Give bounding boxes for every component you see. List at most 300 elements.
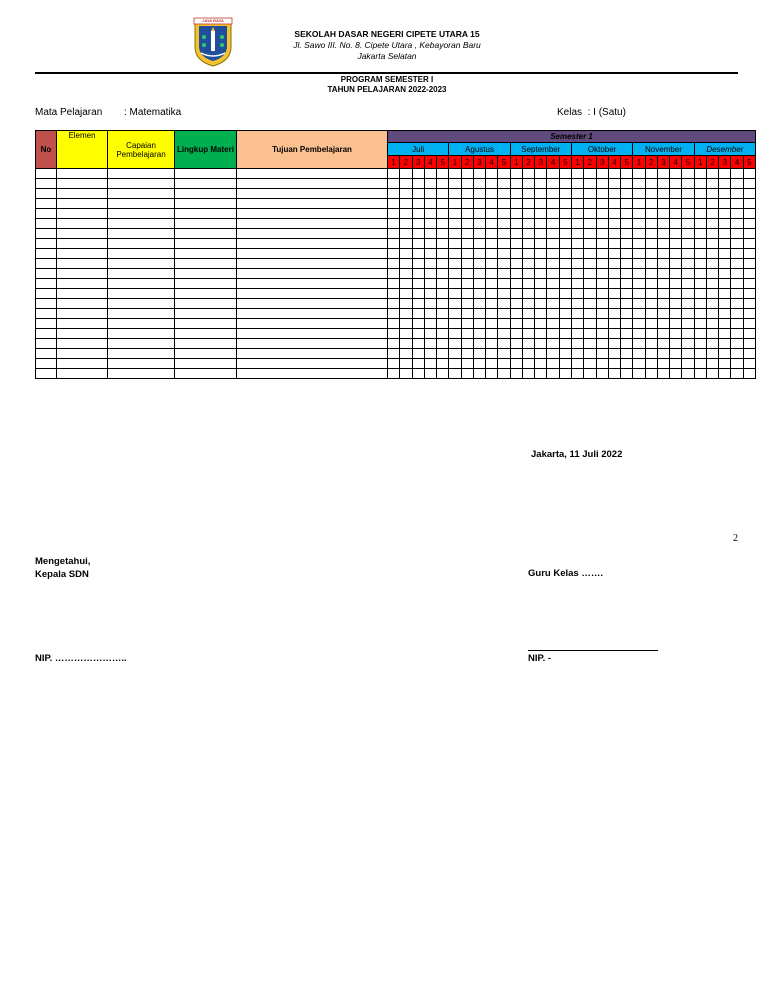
table-cell[interactable] [424, 329, 436, 339]
table-cell[interactable] [486, 209, 498, 219]
table-cell[interactable] [522, 309, 534, 319]
table-cell[interactable] [400, 189, 412, 199]
table-cell[interactable] [510, 269, 522, 279]
table-cell[interactable] [694, 259, 706, 269]
table-cell[interactable] [498, 209, 510, 219]
table-cell[interactable] [743, 239, 755, 249]
table-cell[interactable] [731, 279, 743, 289]
table-cell[interactable] [596, 359, 608, 369]
table-cell[interactable] [400, 259, 412, 269]
table-cell[interactable] [633, 359, 645, 369]
table-cell[interactable] [57, 349, 108, 359]
table-cell[interactable] [36, 359, 57, 369]
table-cell[interactable] [719, 219, 731, 229]
table-cell[interactable] [57, 199, 108, 209]
table-cell[interactable] [596, 289, 608, 299]
table-cell[interactable] [486, 229, 498, 239]
table-cell[interactable] [694, 279, 706, 289]
table-cell[interactable] [108, 249, 175, 259]
table-cell[interactable] [36, 269, 57, 279]
table-cell[interactable] [633, 189, 645, 199]
table-cell[interactable] [584, 279, 596, 289]
table-cell[interactable] [108, 209, 175, 219]
table-cell[interactable] [657, 339, 669, 349]
table-cell[interactable] [498, 219, 510, 229]
table-cell[interactable] [694, 299, 706, 309]
table-cell[interactable] [473, 179, 485, 189]
table-cell[interactable] [510, 359, 522, 369]
table-cell[interactable] [175, 209, 237, 219]
table-cell[interactable] [743, 199, 755, 209]
table-cell[interactable] [36, 179, 57, 189]
table-cell[interactable] [584, 169, 596, 179]
table-cell[interactable] [175, 239, 237, 249]
table-cell[interactable] [449, 199, 461, 209]
table-cell[interactable] [621, 229, 633, 239]
table-cell[interactable] [412, 219, 424, 229]
table-cell[interactable] [682, 249, 694, 259]
table-cell[interactable] [510, 259, 522, 269]
table-cell[interactable] [621, 269, 633, 279]
table-cell[interactable] [473, 239, 485, 249]
table-cell[interactable] [437, 219, 449, 229]
table-cell[interactable] [621, 329, 633, 339]
table-cell[interactable] [175, 229, 237, 239]
table-cell[interactable] [486, 319, 498, 329]
table-cell[interactable] [449, 259, 461, 269]
table-cell[interactable] [449, 289, 461, 299]
table-cell[interactable] [596, 259, 608, 269]
table-cell[interactable] [645, 369, 657, 379]
table-cell[interactable] [486, 339, 498, 349]
table-cell[interactable] [670, 199, 682, 209]
table-cell[interactable] [584, 239, 596, 249]
table-cell[interactable] [731, 229, 743, 239]
table-cell[interactable] [657, 229, 669, 239]
table-cell[interactable] [633, 289, 645, 299]
table-cell[interactable] [412, 369, 424, 379]
table-cell[interactable] [584, 339, 596, 349]
table-cell[interactable] [633, 219, 645, 229]
table-cell[interactable] [498, 359, 510, 369]
table-cell[interactable] [424, 169, 436, 179]
table-cell[interactable] [36, 299, 57, 309]
table-cell[interactable] [535, 179, 547, 189]
table-cell[interactable] [547, 249, 559, 259]
table-cell[interactable] [424, 179, 436, 189]
table-cell[interactable] [706, 179, 718, 189]
table-cell[interactable] [547, 369, 559, 379]
table-cell[interactable] [719, 329, 731, 339]
table-cell[interactable] [522, 199, 534, 209]
table-cell[interactable] [731, 309, 743, 319]
table-cell[interactable] [437, 249, 449, 259]
table-cell[interactable] [547, 289, 559, 299]
table-cell[interactable] [57, 239, 108, 249]
table-cell[interactable] [473, 249, 485, 259]
table-cell[interactable] [424, 279, 436, 289]
table-cell[interactable] [510, 219, 522, 229]
table-cell[interactable] [388, 259, 400, 269]
table-cell[interactable] [743, 299, 755, 309]
table-cell[interactable] [535, 309, 547, 319]
table-cell[interactable] [449, 249, 461, 259]
table-cell[interactable] [486, 189, 498, 199]
table-cell[interactable] [706, 269, 718, 279]
table-cell[interactable] [743, 319, 755, 329]
table-cell[interactable] [522, 179, 534, 189]
table-cell[interactable] [584, 359, 596, 369]
table-cell[interactable] [547, 179, 559, 189]
table-cell[interactable] [547, 259, 559, 269]
table-cell[interactable] [535, 339, 547, 349]
table-cell[interactable] [535, 369, 547, 379]
table-cell[interactable] [522, 169, 534, 179]
table-cell[interactable] [621, 169, 633, 179]
table-cell[interactable] [437, 269, 449, 279]
table-cell[interactable] [743, 289, 755, 299]
table-cell[interactable] [682, 179, 694, 189]
table-cell[interactable] [449, 369, 461, 379]
table-cell[interactable] [486, 349, 498, 359]
table-cell[interactable] [175, 289, 237, 299]
table-cell[interactable] [657, 299, 669, 309]
table-cell[interactable] [719, 199, 731, 209]
table-cell[interactable] [108, 269, 175, 279]
table-cell[interactable] [437, 359, 449, 369]
table-cell[interactable] [621, 199, 633, 209]
table-cell[interactable] [237, 329, 388, 339]
table-cell[interactable] [498, 349, 510, 359]
table-cell[interactable] [571, 229, 583, 239]
table-cell[interactable] [388, 229, 400, 239]
table-cell[interactable] [719, 249, 731, 259]
table-cell[interactable] [412, 269, 424, 279]
table-cell[interactable] [388, 199, 400, 209]
table-cell[interactable] [719, 309, 731, 319]
table-cell[interactable] [424, 219, 436, 229]
table-cell[interactable] [473, 229, 485, 239]
table-cell[interactable] [571, 349, 583, 359]
table-cell[interactable] [645, 179, 657, 189]
table-cell[interactable] [175, 329, 237, 339]
table-cell[interactable] [559, 239, 571, 249]
table-cell[interactable] [473, 369, 485, 379]
table-cell[interactable] [486, 299, 498, 309]
table-cell[interactable] [237, 259, 388, 269]
table-cell[interactable] [108, 189, 175, 199]
table-cell[interactable] [237, 169, 388, 179]
table-cell[interactable] [694, 179, 706, 189]
table-cell[interactable] [608, 339, 620, 349]
table-cell[interactable] [57, 279, 108, 289]
table-cell[interactable] [657, 289, 669, 299]
table-cell[interactable] [571, 249, 583, 259]
table-cell[interactable] [621, 339, 633, 349]
table-cell[interactable] [743, 169, 755, 179]
table-cell[interactable] [108, 359, 175, 369]
table-cell[interactable] [633, 319, 645, 329]
table-cell[interactable] [621, 249, 633, 259]
table-cell[interactable] [657, 259, 669, 269]
table-cell[interactable] [175, 319, 237, 329]
table-cell[interactable] [633, 299, 645, 309]
table-cell[interactable] [694, 329, 706, 339]
table-cell[interactable] [743, 269, 755, 279]
table-cell[interactable] [571, 189, 583, 199]
table-cell[interactable] [694, 369, 706, 379]
table-cell[interactable] [449, 309, 461, 319]
table-cell[interactable] [571, 319, 583, 329]
table-cell[interactable] [412, 229, 424, 239]
table-cell[interactable] [237, 339, 388, 349]
table-cell[interactable] [743, 309, 755, 319]
table-cell[interactable] [559, 329, 571, 339]
table-cell[interactable] [657, 219, 669, 229]
table-cell[interactable] [36, 279, 57, 289]
table-cell[interactable] [731, 359, 743, 369]
table-cell[interactable] [108, 179, 175, 189]
table-cell[interactable] [36, 329, 57, 339]
table-cell[interactable] [412, 239, 424, 249]
table-cell[interactable] [571, 199, 583, 209]
table-cell[interactable] [437, 349, 449, 359]
table-cell[interactable] [706, 319, 718, 329]
table-cell[interactable] [486, 219, 498, 229]
table-cell[interactable] [400, 239, 412, 249]
table-cell[interactable] [596, 339, 608, 349]
table-cell[interactable] [400, 299, 412, 309]
table-cell[interactable] [706, 299, 718, 309]
table-cell[interactable] [424, 339, 436, 349]
table-cell[interactable] [682, 289, 694, 299]
table-cell[interactable] [706, 359, 718, 369]
table-cell[interactable] [510, 309, 522, 319]
table-cell[interactable] [108, 219, 175, 229]
table-cell[interactable] [645, 299, 657, 309]
table-cell[interactable] [108, 259, 175, 269]
table-cell[interactable] [682, 279, 694, 289]
table-cell[interactable] [706, 219, 718, 229]
table-cell[interactable] [596, 239, 608, 249]
table-cell[interactable] [237, 309, 388, 319]
table-cell[interactable] [657, 179, 669, 189]
table-cell[interactable] [57, 329, 108, 339]
table-cell[interactable] [571, 329, 583, 339]
table-cell[interactable] [388, 269, 400, 279]
table-cell[interactable] [412, 209, 424, 219]
table-cell[interactable] [608, 249, 620, 259]
table-cell[interactable] [498, 259, 510, 269]
table-cell[interactable] [694, 189, 706, 199]
table-cell[interactable] [57, 309, 108, 319]
table-cell[interactable] [412, 169, 424, 179]
table-cell[interactable] [237, 199, 388, 209]
table-cell[interactable] [670, 249, 682, 259]
table-cell[interactable] [400, 229, 412, 239]
table-cell[interactable] [412, 249, 424, 259]
table-cell[interactable] [510, 179, 522, 189]
table-cell[interactable] [571, 179, 583, 189]
table-cell[interactable] [237, 179, 388, 189]
table-cell[interactable] [670, 319, 682, 329]
table-cell[interactable] [731, 199, 743, 209]
table-cell[interactable] [449, 269, 461, 279]
table-cell[interactable] [657, 329, 669, 339]
table-cell[interactable] [670, 269, 682, 279]
table-cell[interactable] [670, 299, 682, 309]
table-cell[interactable] [175, 309, 237, 319]
table-cell[interactable] [57, 359, 108, 369]
table-cell[interactable] [645, 239, 657, 249]
table-cell[interactable] [535, 169, 547, 179]
table-cell[interactable] [57, 319, 108, 329]
table-cell[interactable] [596, 349, 608, 359]
table-cell[interactable] [608, 169, 620, 179]
table-cell[interactable] [608, 329, 620, 339]
table-cell[interactable] [547, 339, 559, 349]
table-cell[interactable] [36, 289, 57, 299]
table-cell[interactable] [412, 189, 424, 199]
table-cell[interactable] [36, 319, 57, 329]
table-cell[interactable] [388, 329, 400, 339]
table-cell[interactable] [175, 179, 237, 189]
table-cell[interactable] [522, 259, 534, 269]
table-cell[interactable] [522, 299, 534, 309]
table-cell[interactable] [657, 269, 669, 279]
table-cell[interactable] [400, 329, 412, 339]
table-cell[interactable] [645, 169, 657, 179]
table-cell[interactable] [657, 349, 669, 359]
table-cell[interactable] [486, 259, 498, 269]
table-cell[interactable] [706, 369, 718, 379]
table-cell[interactable] [449, 219, 461, 229]
table-cell[interactable] [682, 269, 694, 279]
table-cell[interactable] [559, 369, 571, 379]
table-cell[interactable] [522, 269, 534, 279]
table-cell[interactable] [486, 199, 498, 209]
table-cell[interactable] [547, 349, 559, 359]
table-cell[interactable] [522, 349, 534, 359]
table-cell[interactable] [547, 299, 559, 309]
table-cell[interactable] [731, 169, 743, 179]
table-cell[interactable] [596, 229, 608, 239]
table-cell[interactable] [522, 239, 534, 249]
table-cell[interactable] [547, 169, 559, 179]
table-cell[interactable] [682, 189, 694, 199]
table-cell[interactable] [437, 289, 449, 299]
table-cell[interactable] [559, 269, 571, 279]
table-cell[interactable] [388, 339, 400, 349]
table-cell[interactable] [461, 299, 473, 309]
table-cell[interactable] [510, 339, 522, 349]
table-cell[interactable] [412, 339, 424, 349]
table-cell[interactable] [645, 289, 657, 299]
table-cell[interactable] [559, 199, 571, 209]
table-cell[interactable] [731, 179, 743, 189]
table-cell[interactable] [719, 339, 731, 349]
table-cell[interactable] [424, 229, 436, 239]
table-cell[interactable] [473, 169, 485, 179]
table-cell[interactable] [743, 349, 755, 359]
table-cell[interactable] [486, 289, 498, 299]
table-cell[interactable] [633, 179, 645, 189]
table-cell[interactable] [596, 329, 608, 339]
table-cell[interactable] [412, 309, 424, 319]
table-cell[interactable] [461, 259, 473, 269]
table-cell[interactable] [57, 169, 108, 179]
table-cell[interactable] [633, 339, 645, 349]
table-cell[interactable] [473, 219, 485, 229]
table-cell[interactable] [437, 329, 449, 339]
table-cell[interactable] [571, 339, 583, 349]
table-cell[interactable] [645, 269, 657, 279]
table-cell[interactable] [670, 179, 682, 189]
table-cell[interactable] [645, 349, 657, 359]
table-cell[interactable] [719, 299, 731, 309]
table-cell[interactable] [608, 239, 620, 249]
table-cell[interactable] [461, 169, 473, 179]
table-cell[interactable] [559, 359, 571, 369]
table-cell[interactable] [535, 279, 547, 289]
table-cell[interactable] [559, 299, 571, 309]
table-cell[interactable] [571, 169, 583, 179]
table-cell[interactable] [175, 369, 237, 379]
table-cell[interactable] [743, 359, 755, 369]
table-cell[interactable] [657, 249, 669, 259]
table-cell[interactable] [706, 209, 718, 219]
table-cell[interactable] [400, 279, 412, 289]
table-cell[interactable] [510, 189, 522, 199]
table-cell[interactable] [473, 309, 485, 319]
table-cell[interactable] [547, 229, 559, 239]
table-cell[interactable] [547, 199, 559, 209]
table-cell[interactable] [706, 349, 718, 359]
table-cell[interactable] [682, 259, 694, 269]
table-cell[interactable] [535, 239, 547, 249]
table-cell[interactable] [473, 329, 485, 339]
table-cell[interactable] [535, 299, 547, 309]
table-cell[interactable] [694, 209, 706, 219]
table-cell[interactable] [108, 279, 175, 289]
table-cell[interactable] [731, 369, 743, 379]
table-cell[interactable] [473, 349, 485, 359]
table-cell[interactable] [682, 349, 694, 359]
table-cell[interactable] [559, 289, 571, 299]
table-cell[interactable] [461, 359, 473, 369]
table-cell[interactable] [498, 309, 510, 319]
table-cell[interactable] [571, 359, 583, 369]
table-cell[interactable] [645, 259, 657, 269]
table-cell[interactable] [388, 359, 400, 369]
table-cell[interactable] [237, 359, 388, 369]
table-cell[interactable] [412, 299, 424, 309]
table-cell[interactable] [412, 319, 424, 329]
table-cell[interactable] [621, 309, 633, 319]
table-cell[interactable] [743, 369, 755, 379]
table-cell[interactable] [400, 339, 412, 349]
table-cell[interactable] [535, 359, 547, 369]
table-cell[interactable] [559, 339, 571, 349]
table-cell[interactable] [571, 369, 583, 379]
table-cell[interactable] [608, 369, 620, 379]
table-cell[interactable] [522, 319, 534, 329]
table-cell[interactable] [535, 249, 547, 259]
table-cell[interactable] [657, 199, 669, 209]
table-cell[interactable] [522, 359, 534, 369]
table-cell[interactable] [719, 179, 731, 189]
table-cell[interactable] [36, 309, 57, 319]
